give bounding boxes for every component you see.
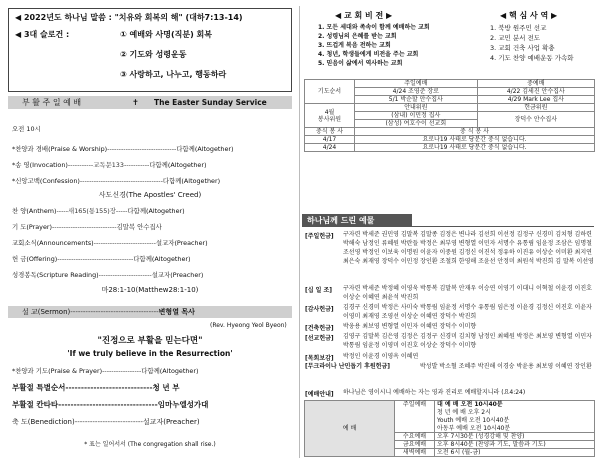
offering-text: 박정인 이윤경 이영옥 이혜연 (343, 353, 419, 360)
schedule-table (304, 400, 595, 457)
order-label: *송 영(Invocation) (12, 161, 68, 169)
sermon-label: 설 교(Sermon) (22, 308, 71, 316)
schedule-detail: 오후 8시40분 (찬양과 기도, 말씀과 기도) (435, 441, 595, 449)
order-who: 다함께(Altogether) (141, 367, 199, 375)
duty-cell: (삼성) 여호수이 선교회 (355, 120, 478, 128)
preacher-name: 변형열 목사 (158, 308, 195, 316)
order-who: 다함께(Altogether) (176, 145, 234, 153)
schedule-detail: Youth 예배 오전 10시40분 (435, 417, 595, 425)
sermon-dots: ----------------------------------- (70, 308, 159, 316)
offering-text: 박웅용 최보영 변형열 이민자 이혜연 장덕수 이미향 (343, 323, 477, 330)
vision-item: 2. 성령님의 은혜를 받는 교회 (318, 33, 397, 40)
order-row (12, 255, 191, 263)
theme-box (8, 8, 292, 92)
order-label: 찬 양(Anthem) (12, 207, 57, 215)
schedule-name (395, 425, 435, 433)
order-row (12, 239, 208, 247)
mission-item: 3. 교회 건축 사업 확충 (490, 44, 555, 52)
duty-head: 중예배 (477, 80, 594, 88)
slogan-1: ① 예배와 사명(직분) 회복 (120, 30, 212, 39)
schedule-detail: 아동부 예배 오전 10시40분 (435, 425, 595, 433)
mission-title: ◀ 핵 심 사 역 ▶ (500, 11, 558, 20)
order-dots: -----새165(통155)장----- (56, 207, 128, 215)
order-who: 다함께(Altogether) (162, 177, 221, 185)
slogan-label: ◀ 3대 슬로건 : (15, 30, 70, 39)
vision-title: ◀ 교 회 비 전 ▶ (335, 11, 393, 20)
duty-head: 안내위원 (355, 104, 478, 112)
offering-text: 박성발 박소혈 조혜주 박진해 이경숭 박윤용 최보영 이혜연 장인환 (420, 363, 592, 370)
order-row (12, 207, 185, 215)
preacher-en: (Rev. Hyeong Yeol Byeon) (210, 322, 287, 329)
slogan-3: ③ 사랑하고, 나누고, 행동하라 (120, 70, 227, 79)
vision-item: 3. 뜨겁게 복음 전하는 교회 (318, 42, 391, 49)
order-label: 기 도(Prayer) (12, 223, 52, 231)
order-row (12, 384, 179, 392)
order-label: *찬양과 기도(Praise & Prayer) (12, 367, 103, 375)
footnote: * 표는 일어서서 (The congregation shall rise.) (84, 441, 216, 448)
offering-text: 구자련 박세준 박정혜 이영욱 박통복 김말복 안재우 이승연 이영기 이대니 이혁철 이윤경 이진호 이상순 이혜연 최윤석 박진희 (343, 285, 592, 301)
order-row (12, 223, 162, 231)
offering-text: 김영구 김말복 김은영 김정은 김정구 신경미 김치형 남정인 최혜원 박정은 최보영 변형열 이민자 박통림 임윤정 이영미 이진호 이상순 장덕수 이미향 (343, 333, 592, 349)
order-dots: ---------------------------- (52, 223, 117, 231)
creed-label: 사도신경(The Apostles' Creed) (98, 191, 202, 199)
offering-text: 구자련 박세준 권민영 김말복 김말종 김정은 변나라 김선희 이선정 김정구 신경미 김치형 김하련 박해숙 남정인 류혜원 박란들 박정은 최부영 변형열 이민자 서명수 유통림 임윤정 조삼은 임명철 조선영 박정인 이보육 이명원 이윤자 이중원 김정신 이진석 정유하 이진유 이상순 이미환 최지연 최은숙 최재영 장덕수 이민정 장인환 조철희 한영해 조윤선 안정미 최원석 박진희 김 말복 이선영 (343, 231, 594, 265)
vision-item: 1. 모든 세대와 족속이 함께 예배하는 교회 (318, 24, 430, 31)
order-dots: ----------------- (102, 367, 142, 375)
order-who: 설교자(Preacher) (142, 418, 200, 426)
duty-table (304, 79, 595, 152)
month-label: 4월 (324, 108, 335, 116)
duty-cell: 4/22 김세진 안수집사 (477, 88, 594, 96)
duty-cell: 4/24 조영준 장로 (355, 88, 478, 96)
schedule-name: 수요예배 (395, 433, 435, 441)
order-who: 임마누엘성가대 (157, 400, 209, 409)
service-subtitle: The Easter Sunday Service (154, 98, 267, 107)
schedule-detail: 오전 6시 (월-금) (435, 449, 595, 457)
order-who: 다함께(Altogether) (133, 255, 191, 263)
order-dots: ------------------------------ (107, 145, 177, 153)
order-who: 다함께(Altogether) (149, 161, 207, 169)
cross-icon: ✝ (132, 98, 139, 107)
sermon-title-en: 'If we truly believe in the Resurrection' (67, 349, 233, 358)
order-dots: ---------------------------- (65, 383, 153, 392)
duty-label: 기도순서 (305, 80, 355, 104)
mission-item: 2. 교민 분서 전도 (490, 34, 541, 42)
lunch-head: 중 식 봉 사 (355, 128, 595, 136)
order-label: *신앙고백(Confession) (12, 177, 80, 185)
duty-cell: (삼내) 이민정 집사 (355, 112, 478, 120)
schedule-name: 새벽예배 (395, 449, 435, 457)
schedule-category: 예 배 (305, 401, 395, 457)
duty-cell: 장덕수 안수집사 (477, 112, 594, 128)
schedule-name: 금요예배 (395, 441, 435, 449)
order-label: 부활절 특별순서 (12, 383, 66, 392)
duty-head: 주일예배 (355, 80, 478, 88)
order-row (12, 401, 208, 409)
order-row (12, 177, 220, 185)
scripture-ref: 마28:1-10(Matthew28:1-10) (101, 286, 199, 294)
offering-label: [감사헌금] (305, 306, 334, 313)
order-label: *찬양과 경배(Praise & Worship) (12, 145, 108, 153)
lunch-head: 중식 봉 사 (305, 128, 355, 136)
schedule-name (395, 409, 435, 417)
order-label: 성경봉독(Scripture Reading) (12, 271, 99, 279)
service-title: 부 활 주 일 예 배 (22, 98, 82, 107)
order-dots: -------------------------------- (58, 400, 158, 409)
lunch-date: 4/24 (305, 144, 355, 152)
year-theme: ◀ 2022년도 하나님 말씀 : "치유와 회복의 해" (대하7:13-14) (15, 13, 243, 22)
duty-cell: 4/29 Mark Lee 집사 (477, 96, 594, 104)
offering-rule (412, 226, 594, 227)
order-row (12, 271, 203, 279)
order-dots: --------------------------------- (57, 255, 134, 263)
sermon-title: "진정으로 부활을 믿는다면" (97, 336, 203, 346)
offering-text: 김경구 신경미 박정은 사미숙 박통림 임윤정 서명수 유통림 임은정 이윤경 김정신 이진호 이윤자 이영미 최재영 조영선 이상순 이혜연 장덕수 박진희 (343, 304, 592, 320)
order-row (12, 145, 296, 153)
order-who: 청 년 부 (152, 383, 180, 392)
vision-item: 5. 믿음이 삶에서 역사하는 교회 (318, 60, 403, 67)
order-row (12, 161, 207, 169)
order-dots: --------------------------- (93, 239, 156, 247)
lunch-cell: 요로나19 사태로 당분간 중식 없습니다. (355, 136, 595, 144)
lunch-date: 4/17 (305, 136, 355, 144)
offering-label: [무크라이나 난민돕기 후원헌금] (305, 363, 391, 370)
schedule-detail: 대 예 배 오전 10시40분 (435, 401, 595, 409)
order-row (12, 418, 200, 426)
schedule-detail: 오후 7시30분 (성경강해 및 찬양) (435, 433, 595, 441)
order-who: 다함께(Altogether) (127, 207, 185, 215)
duty-cell: 5/1 박순할 안수집사 (355, 96, 478, 104)
duty-label (305, 104, 355, 128)
order-row (12, 367, 198, 375)
schedule-detail: 청 년 예 배 오후 2시 (435, 409, 595, 417)
service-time: 오전 10시 (12, 125, 41, 133)
offering-label: [주일헌금] (305, 233, 334, 240)
schedule-intro: 하나님은 영이시니 예배하는 자는 영과 진리로 예배할지니라 (요4:24) (343, 389, 526, 396)
theme-verse-title: "치유와 회복의 해" (114, 13, 183, 22)
order-dots: ----------------------- (98, 271, 152, 279)
service-committee-label: 봉사위원 (317, 115, 342, 123)
offering-label: [선교헌금] (305, 335, 334, 342)
offering-title: 하나님께 드린 예물 (302, 214, 412, 227)
theme-verse-ref: (대하7:13-14) (182, 13, 243, 22)
schedule-name (395, 417, 435, 425)
order-dots: -----------교독문133----------- (67, 161, 150, 169)
offering-label: [십 일 조] (305, 287, 333, 294)
order-who: 설교자(Preacher) (151, 271, 204, 279)
duty-head: 헌금위원 (477, 104, 594, 112)
order-label: 헌 금(Offering) (12, 255, 58, 263)
order-label: 교회소식(Announcements) (12, 239, 94, 247)
slogan-2: ② 기도와 성령운동 (120, 50, 187, 59)
order-label: 축 도(Benediction) (12, 418, 75, 426)
mission-item: 4. 기도 찬양 예배운동 가속화 (490, 54, 574, 62)
mission-item: 1. 북방 원주민 선교 (490, 24, 547, 32)
offering-label: [목회보감] (305, 355, 334, 362)
schedule-name: 주일예배 (395, 401, 435, 409)
order-who: 설교자(Preacher) (155, 239, 208, 247)
order-dots: --------------------------- (74, 418, 143, 426)
schedule-label: [예배안내] (305, 391, 334, 398)
offering-label: [건축헌금] (305, 325, 334, 332)
lunch-cell: 요로나19 사태로 당분간 중식 없습니다. (355, 144, 595, 152)
order-who: 김말복 안수집사 (116, 223, 162, 231)
theme-year-text: 2022년도 하나님 말씀 : (23, 13, 115, 22)
service-title-bar (8, 96, 292, 109)
order-dots: ------------------------------------ (79, 177, 163, 185)
sermon-row (22, 308, 195, 316)
order-label: 부활절 칸타타 (12, 400, 59, 409)
vision-item: 4. 청년, 학생들에게 비전을 주는 교회 (318, 51, 419, 58)
